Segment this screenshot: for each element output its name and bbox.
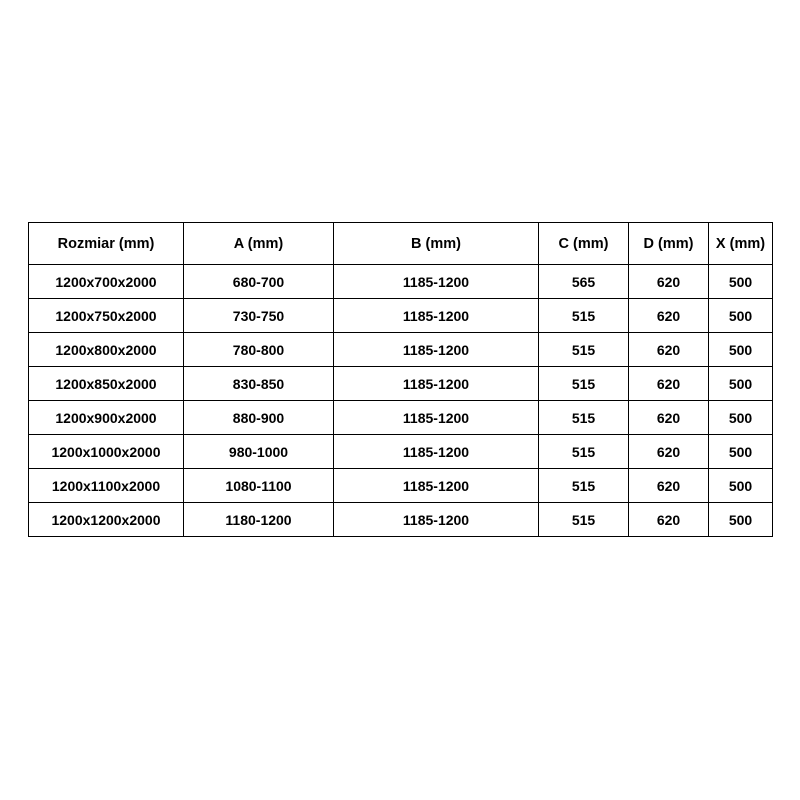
cell-a: 780-800 (184, 333, 334, 367)
cell-rozmiar: 1200x1000x2000 (29, 435, 184, 469)
cell-d: 620 (629, 265, 709, 299)
table-row (29, 265, 773, 299)
table-row (29, 299, 773, 333)
cell-c: 515 (539, 367, 629, 401)
cell-a: 880-900 (184, 401, 334, 435)
cell-x: 500 (709, 401, 773, 435)
cell-b: 1185-1200 (334, 333, 539, 367)
cell-b: 1185-1200 (334, 503, 539, 537)
cell-b: 1185-1200 (334, 299, 539, 333)
table-row (29, 469, 773, 503)
cell-c: 515 (539, 469, 629, 503)
cell-rozmiar: 1200x850x2000 (29, 367, 184, 401)
table-row (29, 333, 773, 367)
cell-x: 500 (709, 435, 773, 469)
cell-d: 620 (629, 367, 709, 401)
cell-c: 565 (539, 265, 629, 299)
cell-a: 1180-1200 (184, 503, 334, 537)
cell-b: 1185-1200 (334, 469, 539, 503)
column-header-rozmiar: Rozmiar (mm) (29, 223, 184, 265)
column-header-a: A (mm) (184, 223, 334, 265)
cell-b: 1185-1200 (334, 401, 539, 435)
column-header-c: C (mm) (539, 223, 629, 265)
cell-a: 1080-1100 (184, 469, 334, 503)
cell-x: 500 (709, 469, 773, 503)
cell-x: 500 (709, 367, 773, 401)
column-header-d: D (mm) (629, 223, 709, 265)
cell-rozmiar: 1200x750x2000 (29, 299, 184, 333)
table-header (29, 223, 773, 265)
cell-rozmiar: 1200x1200x2000 (29, 503, 184, 537)
table-header-row (29, 223, 773, 265)
cell-d: 620 (629, 503, 709, 537)
cell-rozmiar: 1200x700x2000 (29, 265, 184, 299)
cell-rozmiar: 1200x1100x2000 (29, 469, 184, 503)
cell-x: 500 (709, 299, 773, 333)
cell-x: 500 (709, 333, 773, 367)
table-row (29, 401, 773, 435)
cell-b: 1185-1200 (334, 435, 539, 469)
cell-x: 500 (709, 503, 773, 537)
cell-d: 620 (629, 435, 709, 469)
cell-c: 515 (539, 435, 629, 469)
cell-a: 980-1000 (184, 435, 334, 469)
cell-rozmiar: 1200x800x2000 (29, 333, 184, 367)
cell-c: 515 (539, 401, 629, 435)
column-header-x: X (mm) (709, 223, 773, 265)
cell-a: 830-850 (184, 367, 334, 401)
cell-c: 515 (539, 333, 629, 367)
table-row (29, 367, 773, 401)
cell-d: 620 (629, 401, 709, 435)
column-header-b: B (mm) (334, 223, 539, 265)
cell-a: 730-750 (184, 299, 334, 333)
cell-c: 515 (539, 503, 629, 537)
cell-d: 620 (629, 299, 709, 333)
table-row (29, 435, 773, 469)
cell-x: 500 (709, 265, 773, 299)
cell-d: 620 (629, 469, 709, 503)
size-table (28, 222, 773, 537)
cell-b: 1185-1200 (334, 367, 539, 401)
cell-rozmiar: 1200x900x2000 (29, 401, 184, 435)
cell-c: 515 (539, 299, 629, 333)
table-body (29, 265, 773, 537)
cell-d: 620 (629, 333, 709, 367)
size-table-container (28, 222, 772, 537)
table-row (29, 503, 773, 537)
cell-b: 1185-1200 (334, 265, 539, 299)
cell-a: 680-700 (184, 265, 334, 299)
